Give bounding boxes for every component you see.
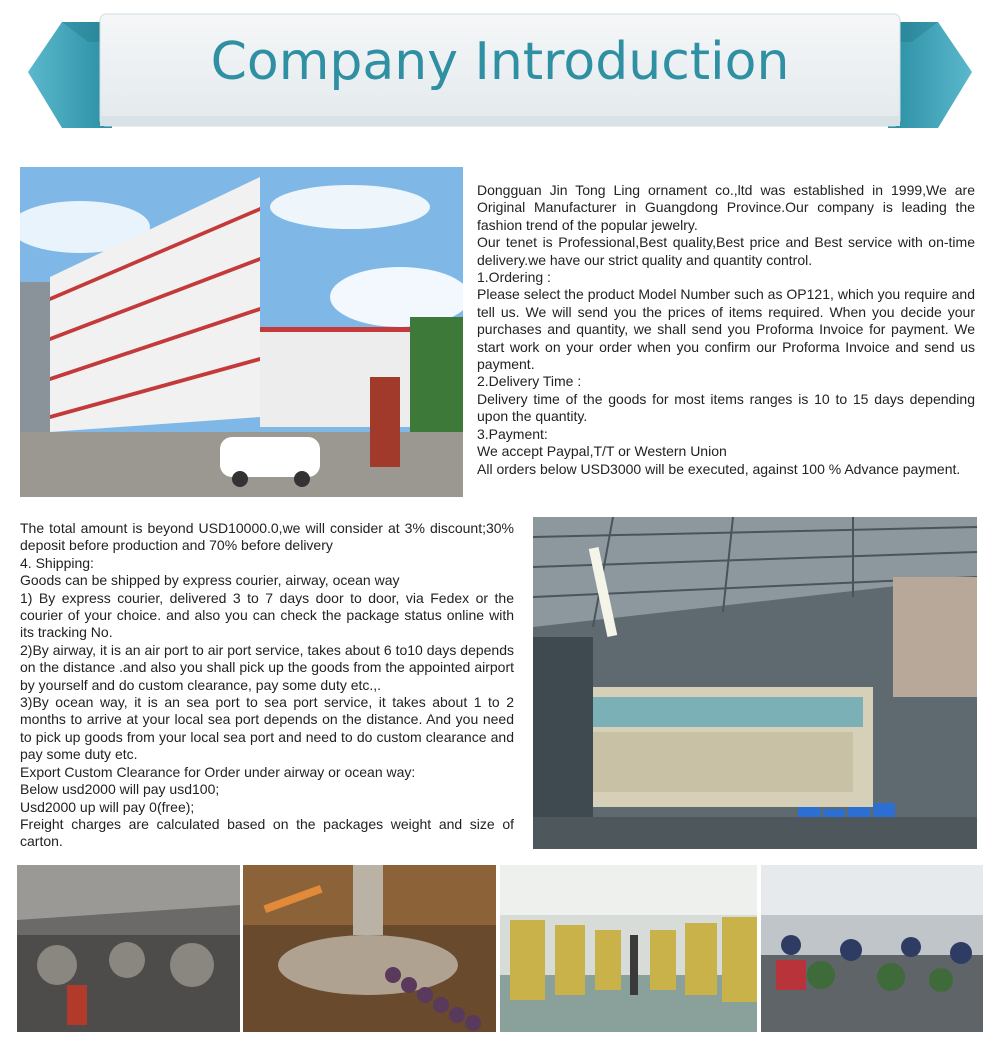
payment-text: We accept Paypal,T/T or Western Union xyxy=(477,443,727,460)
shipping-paragraph: Goods can be shipped by express courier, airway, ocean way xyxy=(20,572,400,589)
shipping-paragraph: 1) By express courier, delivered 3 to 7 days door to door, via Fedex or the courier of your choice. and also you can check the package status online with its tracking No. xyxy=(20,589,514,641)
customs-text: Usd2000 up will pay 0(free); xyxy=(20,798,195,815)
payment-text: All orders below USD3000 will be executed, against 100 % Advance payment. xyxy=(477,460,961,477)
intro-paragraph: Our tenet is Professional,Best quality,Best price and Best service with on-time delivery.we have our strict quality and quantity control. xyxy=(477,234,975,268)
shipping-heading: 4. Shipping: xyxy=(20,554,94,571)
discount-text: The total amount is beyond USD10000.0,we will consider at 3% discount;30% deposit before production and 70% before delivery xyxy=(20,520,514,554)
customs-text: Below usd2000 will pay usd100; xyxy=(20,781,220,798)
drilling-closeup-photo xyxy=(243,865,496,1032)
machine-workshop-photo xyxy=(17,865,240,1032)
office-building-photo xyxy=(20,167,463,497)
intro-paragraph: Dongguan Jin Tong Ling ornament co.,ltd was established in 1999,We are Original Manufacturer in Guangdong Province.Our company is leading the fashion trend of the popular jewelry. xyxy=(477,182,975,233)
title-banner xyxy=(0,0,1000,140)
delivery-heading: 2.Delivery Time : xyxy=(477,373,582,390)
company-intro-text xyxy=(477,182,975,478)
freight-text: Freight charges are calculated based on the packages weight and size of carton. xyxy=(20,815,514,850)
shipping-paragraph: 2)By airway, it is an air port to air port service, takes about 6 to10 days depends on the distance .and also you shall pick up the goods from the appointed airport by yourself and do custom clearance, pay some duty etc.,. xyxy=(20,641,514,693)
shipping-paragraph: 3)By ocean way, it is an sea port to sea port service, it takes about 1 to 2 months to arrive at your local sea port depends on the distance. And you need to pick up goods from your local sea port and need to do custom clearance and pay some duty etc. xyxy=(20,694,514,763)
banner-title: Company Introduction xyxy=(210,32,790,92)
workers-workshop-photo xyxy=(761,865,983,1032)
ordering-heading: 1.Ordering : xyxy=(477,269,551,286)
payment-heading: 3.Payment: xyxy=(477,425,548,442)
production-line-photo xyxy=(500,865,757,1032)
shipping-text xyxy=(20,520,514,851)
customs-heading: Export Custom Clearance for Order under airway or ocean way: xyxy=(20,763,416,780)
factory-floor-photo xyxy=(533,517,977,849)
delivery-text: Delivery time of the goods for most items ranges is 10 to 15 days depending upon the quantity. xyxy=(477,390,975,425)
ordering-text: Please select the product Model Number such as OP121, which you require and tell us. We will send you the prices of items required. When you decide your purchases and quantity, we shall send you Proforma Invoice for payment. We start work on your order when you confirm our Proforma Invoice and send us payment. xyxy=(477,286,975,373)
